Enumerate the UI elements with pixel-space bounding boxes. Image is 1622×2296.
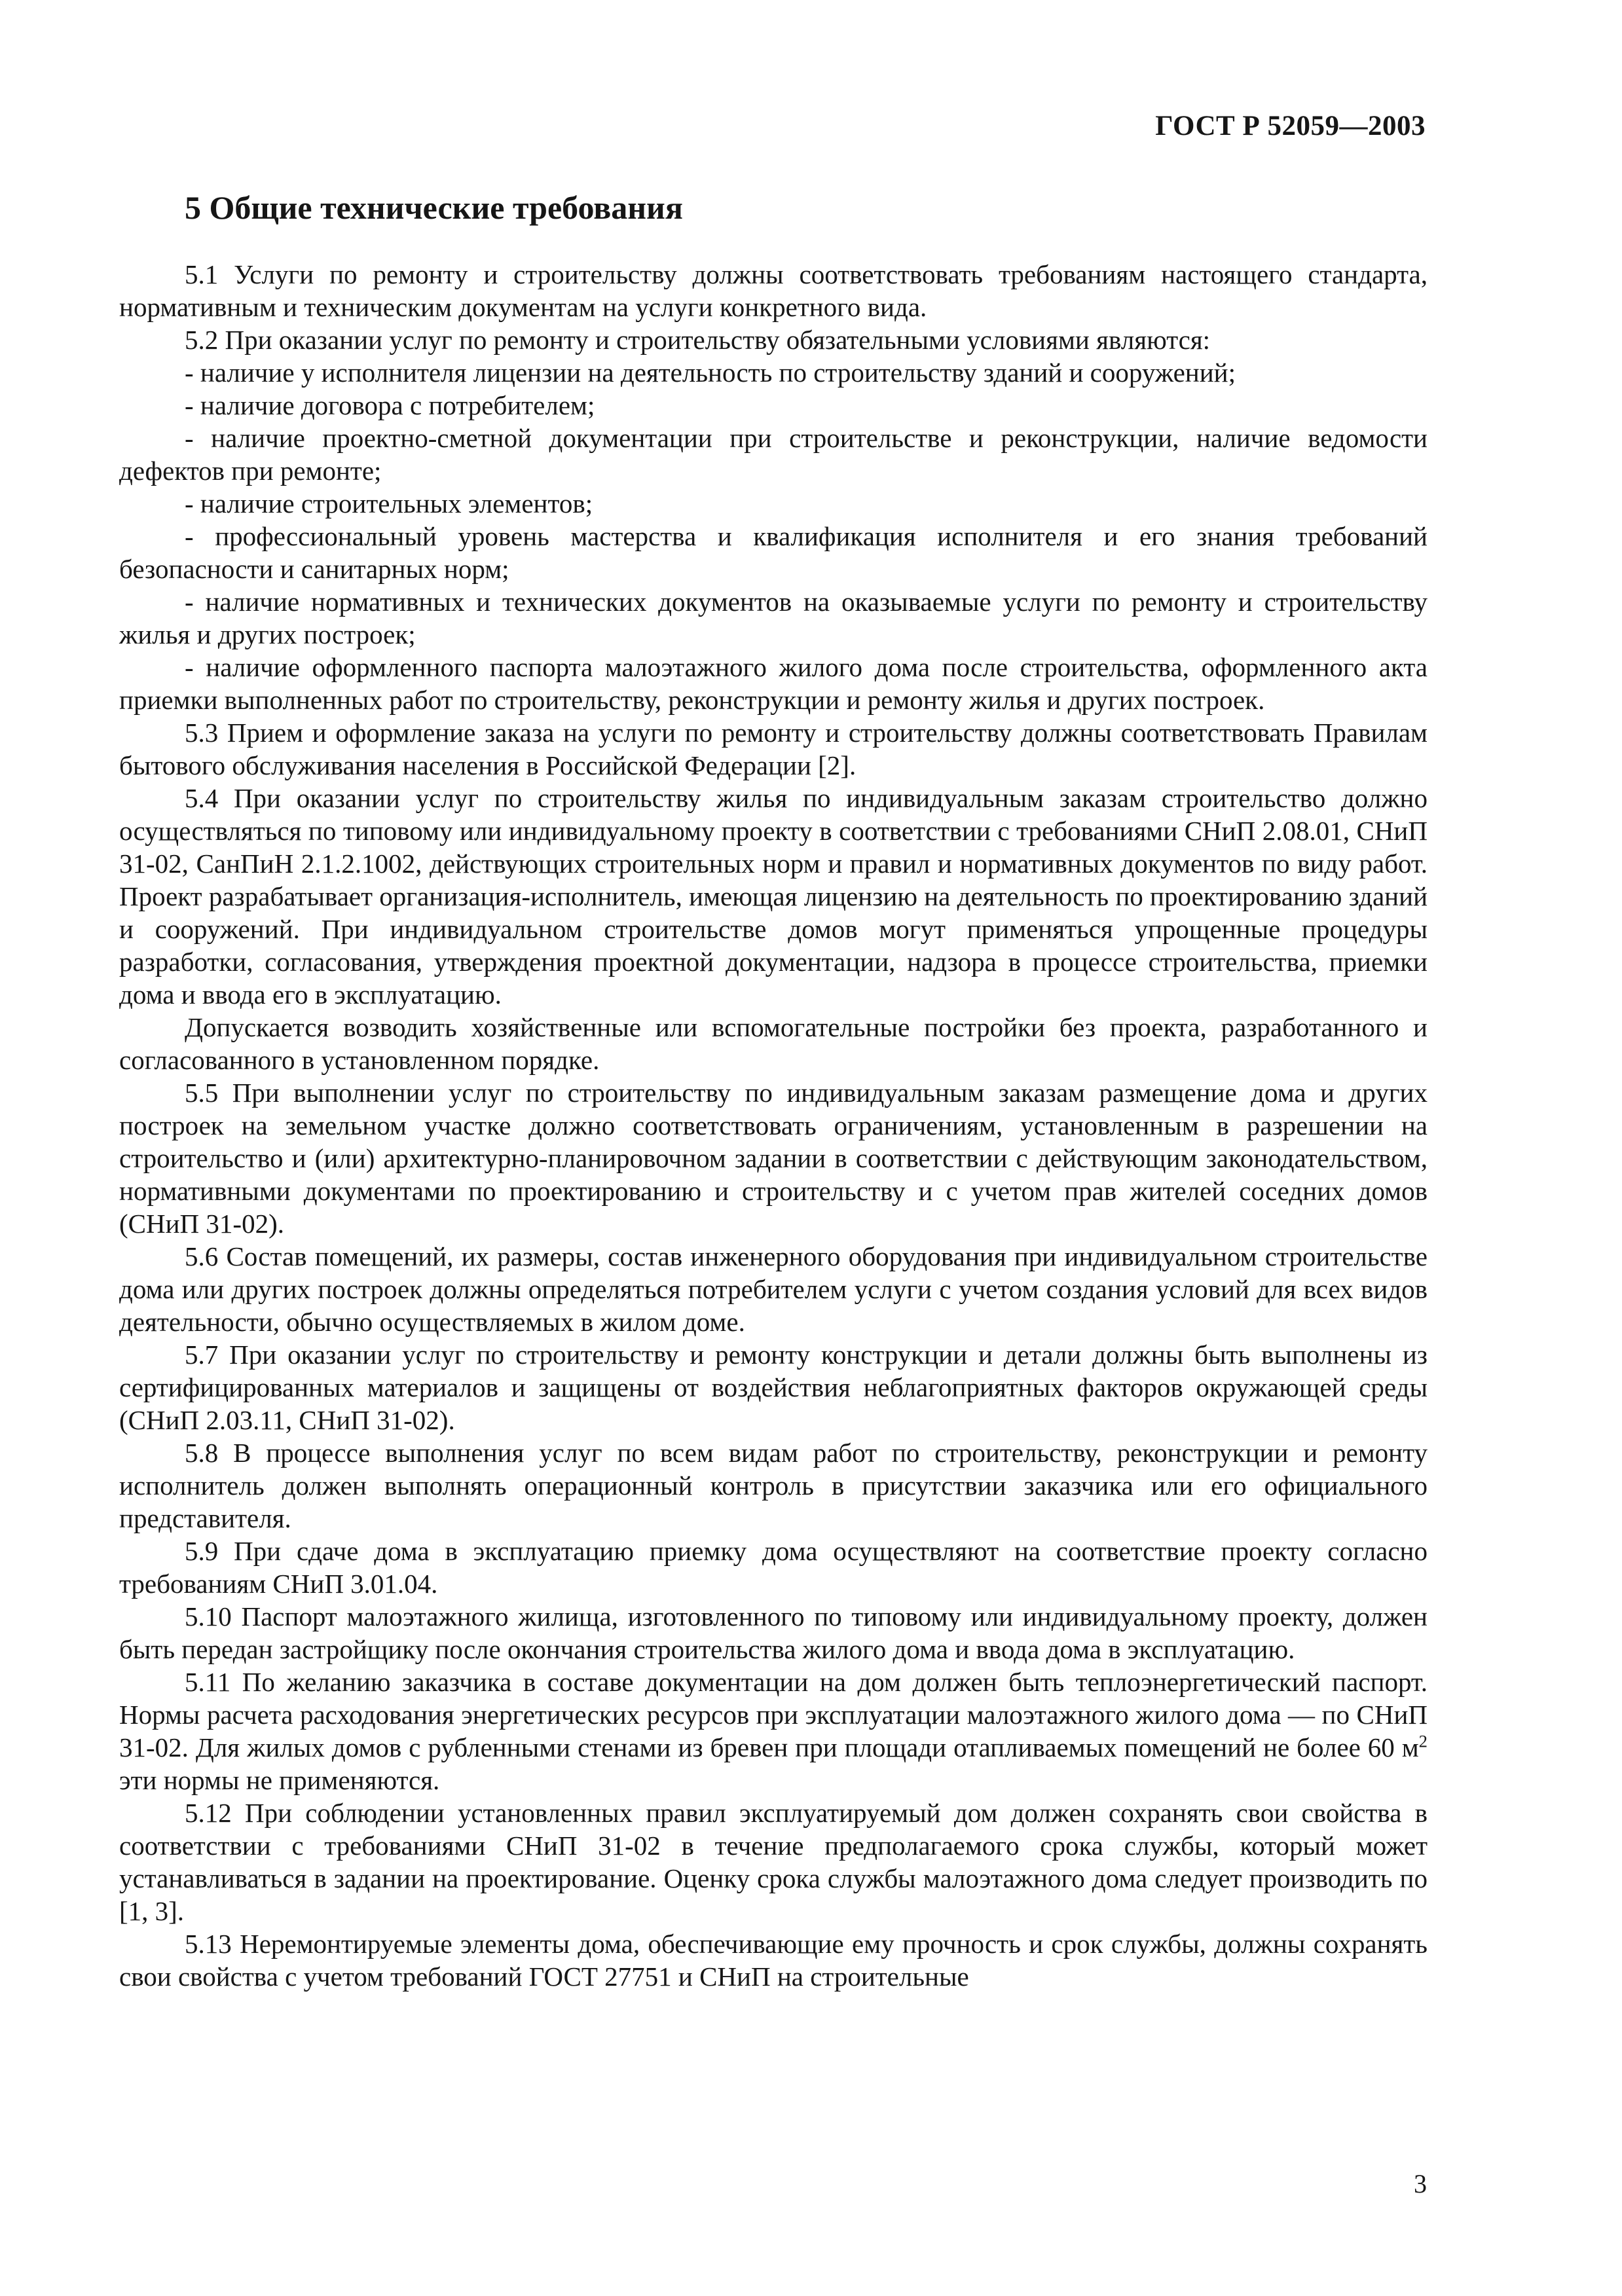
list-item: - наличие договора с потребителем; (185, 390, 595, 420)
paragraph-5-3: 5.3 Прием и оформление заказа на услуги по ремонту и строительству должны соответствовать Правилам бытового обслуживания населения в Российской Федерации [2]. (119, 718, 1428, 780)
list-item: - наличие у исполнителя лицензии на деятельность по строительству зданий и сооружений; (185, 357, 1236, 388)
paragraph-5-13: 5.13 Неремонтируемые элементы дома, обеспечивающие ему прочность и срок службы, должны сохранять свои свойства с учетом требований ГОСТ 27751 и СНиП на строительные (119, 1929, 1428, 1992)
document-code-header: ГОСТ Р 52059—2003 (1155, 111, 1426, 141)
paragraph-5-2: 5.2 При оказании услуг по ремонту и строительству обязательными условиями являются: (185, 325, 1211, 355)
paragraph-5-11 (119, 1666, 1428, 1796)
paragraph-5-4: 5.4 При оказании услуг по строительству жилья по индивидуальным заказам строительство должно осуществляться по типовому или индивидуальному проекту в соответствии с требованиями СНиП 2.08.01, СНиП 31-02, СанПиН 2.1.2.1002, действующих строительных норм и правил и нормативных документов по виду работ. Проект разрабатывает организация-исполнитель, имеющая лицензию на деятельность по проектированию зданий и сооружений. При индивидуальном строительстве домов могут применяться упрощенные процедуры разработки, согласования, утверждения проектной документации, надзора в процессе строительства, приемки дома и ввода его в эксплуатацию. (119, 783, 1428, 1010)
list-item: - наличие проектно-сметной документации при строительстве и реконструкции, наличие ведомости дефектов при ремонте; (119, 423, 1428, 486)
paragraph-5-9: 5.9 При сдаче дома в эксплуатацию приемку дома осуществляют на соответствие проекту согласно требованиям СНиП 3.01.04. (119, 1536, 1428, 1599)
list-item: - профессиональный уровень мастерства и квалификация исполнителя и его знания требований безопасности и санитарных норм; (119, 521, 1428, 584)
list-item: - наличие оформленного паспорта малоэтажного жилого дома после строительства, оформленного акта приемки выполненных работ по строительству, реконструкции и ремонту жилья и других построек. (119, 652, 1428, 715)
paragraph-5-11-text: 5.11 По желанию заказчика в составе документации на дом должен быть теплоэнергетический паспорт. Нормы расчета расходования энергетических ресурсов при эксплуатации малоэтажного жилого дома — по СНиП 31-02. Для жилых домов с рубленными стенами из бревен при площади отапливаемых помещений не более 60 м (119, 1667, 1428, 1762)
section-title: 5 Общие технические требования (185, 189, 683, 226)
paragraph-5-10: 5.10 Паспорт малоэтажного жилища, изготовленного по типовому или индивидуальному проекту, должен быть передан застройщику после окончания строительства жилого дома и ввода дома в эксплуатацию. (119, 1601, 1428, 1664)
paragraph-5-4-note: Допускается возводить хозяйственные или вспомогательные постройки без проекта, разработанного и согласованного в установленном порядке. (119, 1012, 1428, 1075)
list-item: - наличие нормативных и технических документов на оказываемые услуги по ремонту и строительству жилья и других построек; (119, 587, 1428, 649)
paragraph-5-1: 5.1 Услуги по ремонту и строительству должны соответствовать требованиям настоящего стандарта, нормативным и техническим документам на услуги конкретного вида. (119, 259, 1428, 322)
page-number: 3 (1414, 2169, 1427, 2198)
paragraph-5-12: 5.12 При соблюдении установленных правил эксплуатируемый дом должен сохранять свои свойства в соответствии с требованиями СНиП 31-02 в течение предполагаемого срока службы, который может устанавливаться в задании на проектирование. Оценку срока службы малоэтажного дома следует производить по [1, 3]. (119, 1798, 1428, 1926)
document-body (119, 258, 1428, 1993)
list-item: - наличие строительных элементов; (185, 488, 593, 519)
paragraph-5-8: 5.8 В процессе выполнения услуг по всем видам работ по строительству, реконструкции и ремонту исполнитель должен выполнять операционный контроль в присутствии заказчика или его официального представителя. (119, 1438, 1428, 1533)
superscript-2: 2 (1418, 1731, 1428, 1751)
paragraph-5-11-text-end: эти нормы не применяются. (119, 1765, 440, 1795)
paragraph-5-7: 5.7 При оказании услуг по строительству и ремонту конструкции и детали должны быть выполнены из сертифицированных материалов и защищены от воздействия неблагоприятных факторов окружающей среды (СНиП 2.03.11, СНиП 31-02). (119, 1339, 1428, 1435)
paragraph-5-5: 5.5 При выполнении услуг по строительству по индивидуальным заказам размещение дома и других построек на земельном участке должно соответствовать ограничениям, установленным в разрешении на строительство и (или) архитектурно-планировочном задании в соответствии с действующим законодательством, нормативными документами по проектированию и строительству и с учетом прав жителей соседних домов (СНиП 31-02). (119, 1078, 1428, 1239)
paragraph-5-6: 5.6 Состав помещений, их размеры, состав инженерного оборудования при индивидуальном строительстве дома или других построек должны определяться потребителем услуги с учетом создания условий для всех видов деятельности, обычно осуществляемых в жилом доме. (119, 1241, 1428, 1337)
